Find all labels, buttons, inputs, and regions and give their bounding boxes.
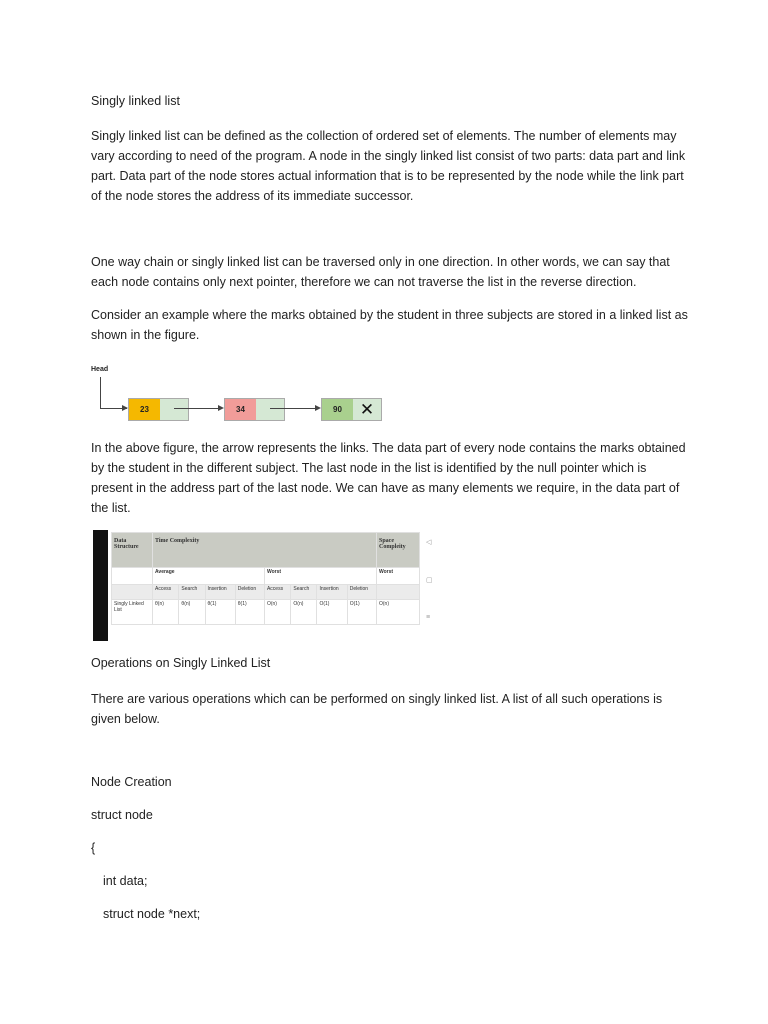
example-paragraph: Consider an example where the marks obtained by the student in three subjects are stored in a linked list as shown in the figure. <box>91 308 688 342</box>
table-cell: O(n) <box>264 600 290 625</box>
table-op: Search <box>291 585 317 600</box>
node-link <box>160 399 188 420</box>
table-header-time: Time Complexity <box>153 533 377 568</box>
table-op: Search <box>179 585 205 600</box>
table-subheader-worst: Worst <box>264 568 376 585</box>
code-line: struct node <box>91 808 153 822</box>
table-header-space: Space Compleity <box>377 533 420 568</box>
operations-heading: Operations on Singly Linked List <box>91 656 271 670</box>
link-line-1 <box>174 408 221 409</box>
traversal-paragraph: One way chain or singly linked list can be traversed only in one direction. In other words, we can say that each node contains only next pointer, therefore we can not traverse the list in the reverse direction. <box>91 255 670 289</box>
link-line-2 <box>270 408 317 409</box>
square-icon: ▢ <box>426 577 433 584</box>
table-row-name: Singly Linked List <box>112 600 153 625</box>
list-node-2 <box>224 398 285 421</box>
node-data: 34 <box>225 399 256 420</box>
head-label: Head <box>91 366 109 373</box>
node-data: 90 <box>322 399 353 420</box>
table-cell: θ(n) <box>153 600 179 625</box>
complexity-table <box>111 532 420 625</box>
code-line: struct node *next; <box>103 907 201 921</box>
back-icon: ◁ <box>426 539 432 546</box>
table-cell: O(1) <box>317 600 347 625</box>
menu-icon: ≡ <box>426 614 431 621</box>
table-cell: θ(1) <box>235 600 264 625</box>
table-cell: θ(n) <box>179 600 205 625</box>
code-line: int data; <box>103 874 148 888</box>
table-op: Insertion <box>317 585 347 600</box>
table-cell: O(1) <box>347 600 376 625</box>
list-node-3 <box>321 398 382 421</box>
code-line: { <box>91 841 96 855</box>
image-side-controls <box>422 530 438 641</box>
table-header-data-structure: Data Structure <box>112 533 153 568</box>
null-pointer-icon: ✕ <box>353 399 381 420</box>
table-subheader-average: Average <box>153 568 265 585</box>
node-data: 23 <box>129 399 160 420</box>
intro-paragraph: Singly linked list can be defined as the collection of ordered set of elements. The number of elements may vary according to need of the program. A node in the singly linked list consist of two parts: data part and link part. Data part of the node stores actual information that is to be represented by the node while the link part of the node stores the address of its immediate successor. <box>91 129 686 203</box>
table-op: Access <box>264 585 290 600</box>
node-creation-heading: Node Creation <box>91 775 172 789</box>
table-op: Deletion <box>347 585 376 600</box>
complexity-table-image <box>93 530 438 641</box>
head-pointer-line <box>100 377 101 408</box>
table-cell: O(n) <box>291 600 317 625</box>
image-left-border <box>93 530 108 641</box>
linked-list-diagram <box>90 365 390 425</box>
table-op: Deletion <box>235 585 264 600</box>
table-cell-space: O(n) <box>377 600 420 625</box>
table-subheader-space-worst: Worst <box>377 568 420 585</box>
operations-paragraph: There are various operations which can be performed on singly linked list. A list of all such operations is given below. <box>91 692 663 726</box>
table-op: Access <box>153 585 179 600</box>
table-cell: θ(1) <box>205 600 235 625</box>
table-op: Insertion <box>205 585 235 600</box>
page-title: Singly linked list <box>91 94 180 108</box>
list-node-1 <box>128 398 189 421</box>
figure-explanation-paragraph: In the above figure, the arrow represents the links. The data part of every node contains the marks obtained by the student in the different subject. The last node in the list is identified by the null pointer which is present in the address part of the last node. We can have as many elements we require, in the data part of the list. <box>91 441 686 515</box>
node-link <box>256 399 284 420</box>
